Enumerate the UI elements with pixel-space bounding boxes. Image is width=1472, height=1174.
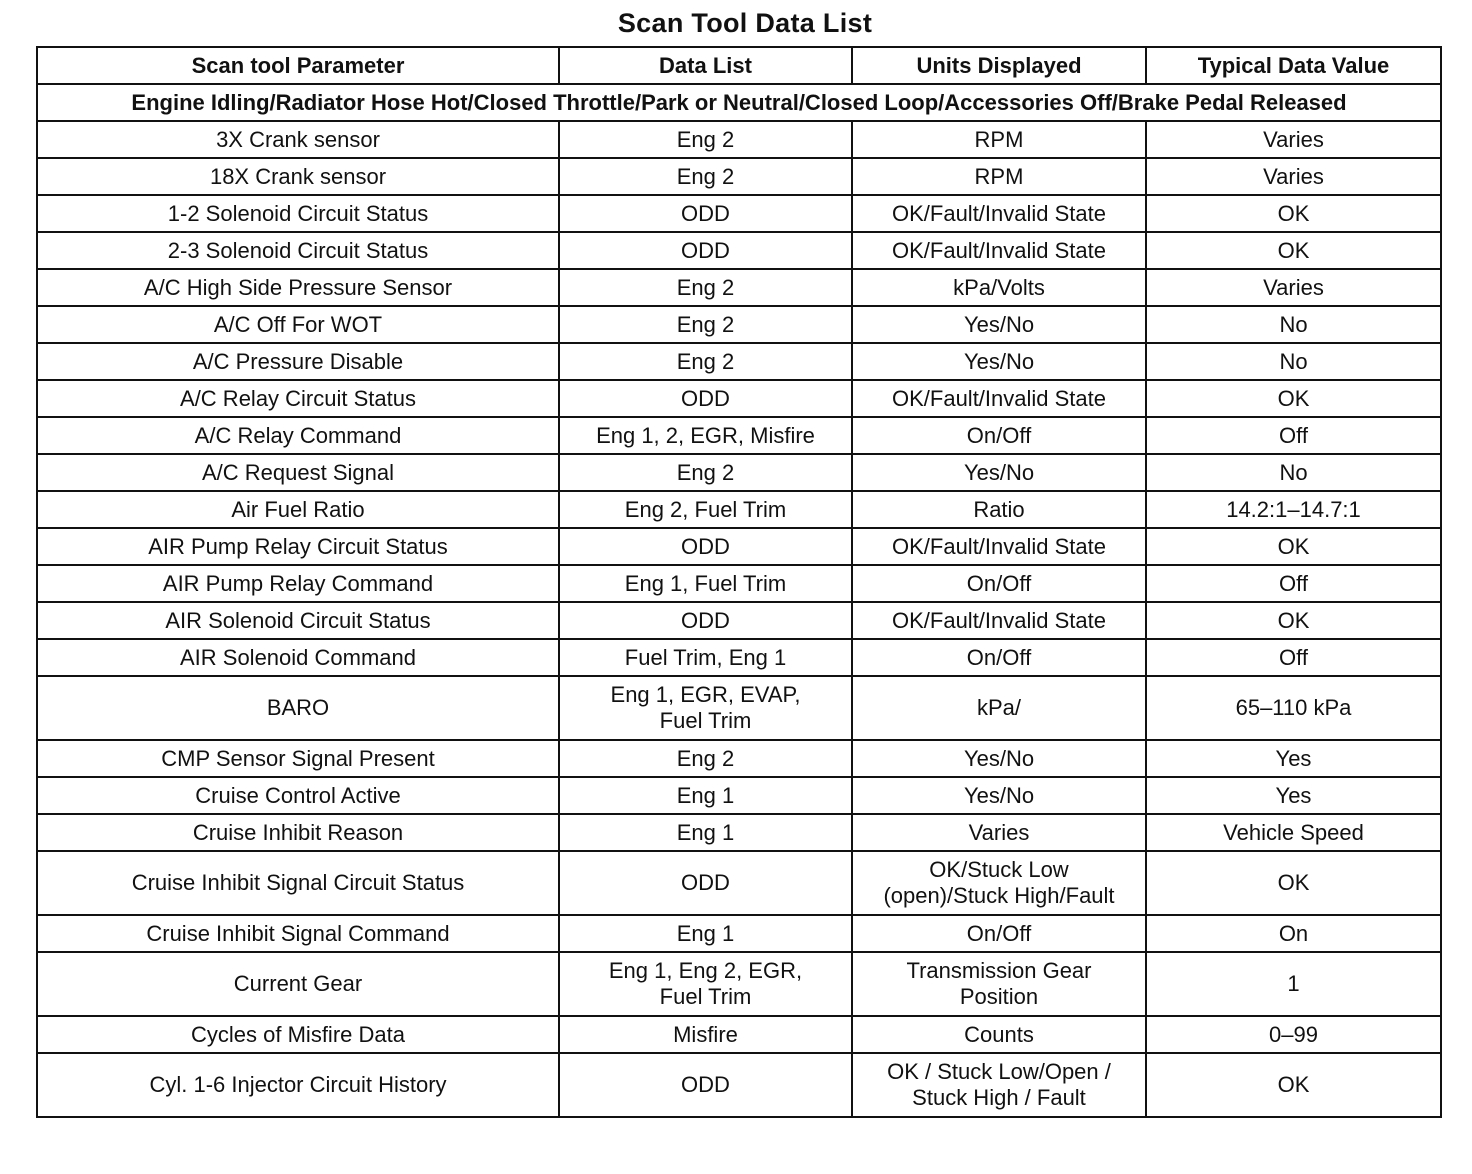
cell-parameter: Cruise Inhibit Reason [37,814,559,851]
page-title: Scan Tool Data List [617,8,873,38]
cell-data-list: Eng 1, EGR, EVAP, Fuel Trim [559,676,852,740]
cell-typical-value: Varies [1146,269,1441,306]
condition-row [37,84,1441,121]
table-row [37,602,1441,639]
cell-parameter: BARO [37,676,559,740]
cell-units: OK/Fault/Invalid State [852,232,1146,269]
table-row [37,676,1441,740]
cell-units: OK/Fault/Invalid State [852,528,1146,565]
cell-parameter: Current Gear [37,952,559,1016]
cell-data-list: Eng 1, Fuel Trim [559,565,852,602]
cell-typical-value: No [1146,343,1441,380]
cell-parameter: Cyl. 1-6 Injector Circuit History [37,1053,559,1117]
cell-typical-value: 1 [1146,952,1441,1016]
cell-units: Counts [852,1016,1146,1053]
table-row [37,915,1441,952]
cell-typical-value: Off [1146,639,1441,676]
cell-units: On/Off [852,915,1146,952]
table-row [37,121,1441,158]
cell-data-list: Eng 2 [559,269,852,306]
cell-parameter: Cycles of Misfire Data [37,1016,559,1053]
table-row [37,380,1441,417]
cell-parameter: A/C Off For WOT [37,306,559,343]
cell-typical-value: On [1146,915,1441,952]
scan-tool-data-table [36,46,1442,1118]
cell-data-list: Eng 2 [559,343,852,380]
cell-typical-value: Off [1146,565,1441,602]
cell-parameter: 2-3 Solenoid Circuit Status [37,232,559,269]
cell-typical-value: OK [1146,528,1441,565]
cell-parameter: AIR Solenoid Circuit Status [37,602,559,639]
cell-units: Yes/No [852,306,1146,343]
cell-parameter: A/C Pressure Disable [37,343,559,380]
header-row [37,47,1441,84]
cell-typical-value: OK [1146,232,1441,269]
cell-data-list: ODD [559,380,852,417]
table-row [37,851,1441,915]
cell-typical-value: 0–99 [1146,1016,1441,1053]
cell-units: kPa/Volts [852,269,1146,306]
cell-data-list: Eng 2 [559,740,852,777]
header-typical-value: Typical Data Value [1146,47,1441,84]
cell-data-list: Eng 1 [559,814,852,851]
cell-typical-value: Off [1146,417,1441,454]
cell-parameter: 3X Crank sensor [37,121,559,158]
cell-parameter: A/C Relay Command [37,417,559,454]
cell-units: RPM [852,121,1146,158]
table-row [37,306,1441,343]
table-row [37,952,1441,1016]
cell-parameter: Cruise Inhibit Signal Command [37,915,559,952]
cell-data-list: Eng 1, 2, EGR, Misfire [559,417,852,454]
table-row [37,232,1441,269]
cell-units: Yes/No [852,740,1146,777]
cell-units: On/Off [852,417,1146,454]
cell-data-list: ODD [559,851,852,915]
cell-units: Yes/No [852,343,1146,380]
table-row [37,528,1441,565]
header-data-list: Data List [559,47,852,84]
cell-parameter: 18X Crank sensor [37,158,559,195]
table-row [37,491,1441,528]
cell-units: On/Off [852,565,1146,602]
table-row [37,639,1441,676]
cell-units: Ratio [852,491,1146,528]
cell-data-list: Eng 2 [559,454,852,491]
cell-parameter: Cruise Control Active [37,777,559,814]
table-row [37,454,1441,491]
cell-typical-value: 65–110 kPa [1146,676,1441,740]
cell-data-list: Eng 2 [559,121,852,158]
cell-parameter: Cruise Inhibit Signal Circuit Status [37,851,559,915]
cell-data-list: ODD [559,528,852,565]
table-row [37,343,1441,380]
cell-units: kPa/ [852,676,1146,740]
header-parameter: Scan tool Parameter [37,47,559,84]
cell-parameter: CMP Sensor Signal Present [37,740,559,777]
cell-parameter: A/C Request Signal [37,454,559,491]
table-row [37,417,1441,454]
cell-typical-value: OK [1146,380,1441,417]
table-row [37,1016,1441,1053]
cell-typical-value: Vehicle Speed [1146,814,1441,851]
header-units: Units Displayed [852,47,1146,84]
cell-data-list: Eng 2 [559,158,852,195]
table-row [37,814,1441,851]
cell-units: Transmission Gear Position [852,952,1146,1016]
cell-units: OK / Stuck Low/Open / Stuck High / Fault [852,1053,1146,1117]
cell-data-list: ODD [559,195,852,232]
cell-parameter: Air Fuel Ratio [37,491,559,528]
cell-parameter: 1-2 Solenoid Circuit Status [37,195,559,232]
table-row [37,740,1441,777]
cell-data-list: ODD [559,1053,852,1117]
cell-data-list: Eng 1 [559,915,852,952]
cell-units: On/Off [852,639,1146,676]
cell-units: OK/Fault/Invalid State [852,380,1146,417]
table-row [37,1053,1441,1117]
cell-typical-value: No [1146,306,1441,343]
cell-units: OK/Stuck Low (open)/Stuck High/Fault [852,851,1146,915]
cell-parameter: A/C High Side Pressure Sensor [37,269,559,306]
cell-typical-value: Varies [1146,158,1441,195]
cell-units: Varies [852,814,1146,851]
cell-parameter: AIR Pump Relay Circuit Status [37,528,559,565]
cell-typical-value: 14.2:1–14.7:1 [1146,491,1441,528]
cell-typical-value: Varies [1146,121,1441,158]
cell-parameter: AIR Pump Relay Command [37,565,559,602]
cell-units: OK/Fault/Invalid State [852,195,1146,232]
cell-typical-value: OK [1146,602,1441,639]
cell-units: OK/Fault/Invalid State [852,602,1146,639]
cell-data-list: Eng 1 [559,777,852,814]
cell-typical-value: No [1146,454,1441,491]
cell-data-list: Fuel Trim, Eng 1 [559,639,852,676]
cell-typical-value: Yes [1146,777,1441,814]
table-row [37,195,1441,232]
condition-text: Engine Idling/Radiator Hose Hot/Closed Throttle/Park or Neutral/Closed Loop/Accessories Off/Brake Pedal Released [37,84,1441,121]
cell-data-list: Misfire [559,1016,852,1053]
cell-units: Yes/No [852,777,1146,814]
cell-units: Yes/No [852,454,1146,491]
cell-typical-value: OK [1146,195,1441,232]
cell-units: RPM [852,158,1146,195]
cell-data-list: Eng 1, Eng 2, EGR, Fuel Trim [559,952,852,1016]
table-row [37,269,1441,306]
table-row [37,158,1441,195]
cell-data-list: ODD [559,232,852,269]
table-row [37,777,1441,814]
table-row [37,565,1441,602]
cell-data-list: Eng 2, Fuel Trim [559,491,852,528]
cell-typical-value: OK [1146,851,1441,915]
cell-data-list: ODD [559,602,852,639]
cell-typical-value: OK [1146,1053,1441,1117]
cell-typical-value: Yes [1146,740,1441,777]
cell-parameter: AIR Solenoid Command [37,639,559,676]
cell-data-list: Eng 2 [559,306,852,343]
cell-parameter: A/C Relay Circuit Status [37,380,559,417]
